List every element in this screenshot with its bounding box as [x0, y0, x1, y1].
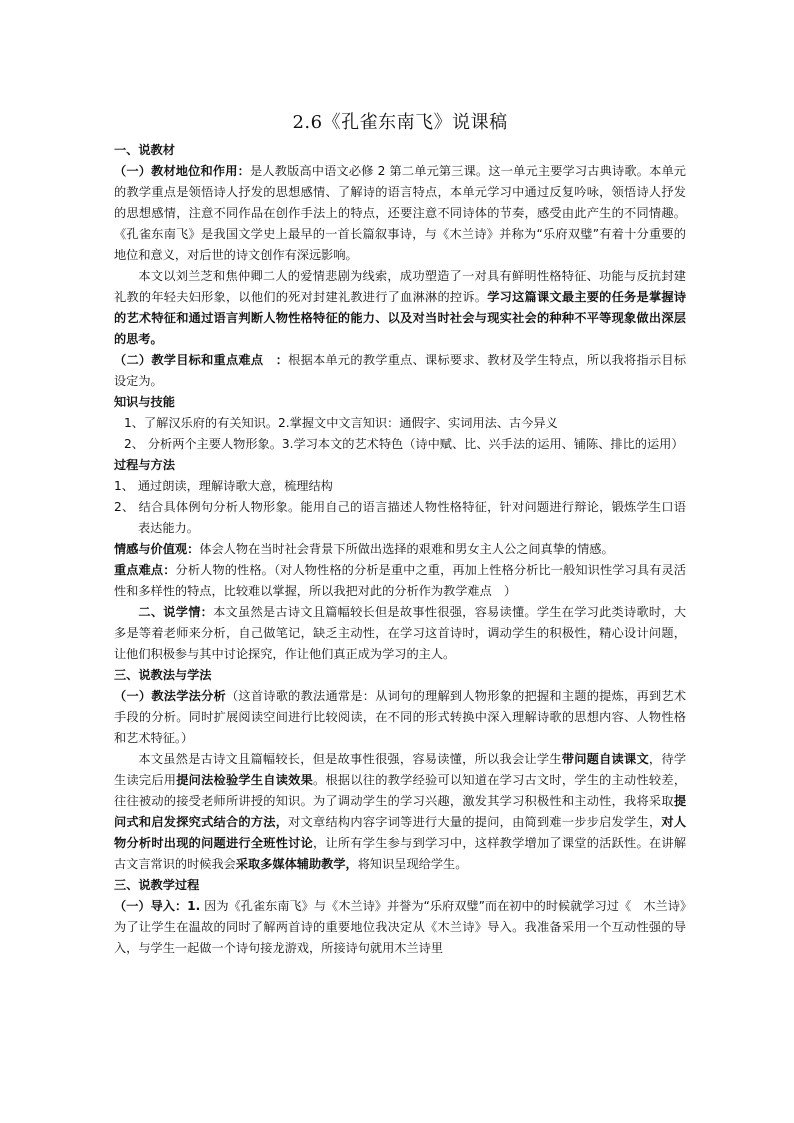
text-method-bold-1: 带问题自读课文 [561, 752, 649, 766]
heading-knowledge: 知识与技能 [114, 395, 175, 409]
list-item-process-1: 1、 通过朗读，理解诗歌大意，梳理结构 [114, 479, 333, 493]
paragraph-status [114, 161, 686, 266]
text-emotion: 体会人物在当时社会背景下所做出选择的艰难和男女主人公之间真挚的情感。 [199, 542, 614, 556]
paragraph-student-situation [114, 602, 686, 665]
label-key-difficulty: 重点难点： [114, 563, 176, 577]
label-status: （一）教材地位和作用： [114, 164, 250, 178]
text-story: 本文以刘兰芝和焦仲卿二人的爱情悲剧为线索，成功塑造了一对具有鲜明性格特征、功能与反抗封建礼教的年轻夫妇形象，以他们的死对封建礼教进行了血淋淋的控诉。 [114, 269, 686, 304]
paragraph-method-detail [114, 749, 686, 875]
text-method-c: ，待学生读完后用 [114, 752, 687, 787]
text-method-bold-3: 提问式和启发探究式结合的方法， [114, 794, 686, 829]
list-item-knowledge-1: 1、了解汉乐府的有关知识。2.掌握文中文言知识：通假字、实词用法、古今异义 [124, 416, 558, 430]
text-intro: 因为《孔雀东南飞》与《木兰诗》并誉为“乐府双璧”而在初中的时候就学习过《 木兰诗》为了让学生在温故的同时了解两首诗的重要地位我决定从《木兰诗》导入。我准备采用一个互动性强的导入，与学生一起做一个诗句接龙游戏，所接诗句就用木兰诗里 [114, 899, 686, 955]
label-emotion: 情感与价值观： [114, 542, 200, 556]
text-method-bold-2: 提问法检验学生自读效果 [176, 773, 314, 787]
label-method-analysis: （一）教法学法分析 [114, 689, 226, 703]
paragraph-goals [114, 350, 686, 392]
paragraph-method-analysis [114, 686, 686, 749]
paragraph-emotion [114, 539, 686, 560]
text-status: 是人教版高中语文必修 2 第二单元第三课。这一单元主要学习古典诗歌。本单元的教学重点是领悟诗人抒发的思想感情、了解诗的语言特点，本单元学习中通过反复吟咏，领悟诗人抒发的思想感情，注意不同作品在创作手法上的特点，还要注意不同诗体的节奏，感受由此产生的不同情趣。《孔雀东南飞》是我国文学史上最早的一首长篇叙事诗，与《木兰诗》并称为“乐府双璧”有着十分重要的地位和意义，对后世的诗文创作有深远影响。 [114, 164, 686, 262]
label-intro: （一）导入：1. [114, 899, 201, 913]
label-student-situation: 二、说学情： [138, 605, 214, 619]
paragraph-key-difficulty [114, 560, 686, 602]
text-key-difficulty: 分析人物的性格。（对人物性格的分析是重中之重，再加上性格分析比一般知识性学习具有灵活性和多样性的特点，比较难以掌握，所以我把对此的分析作为教学难点 ） [114, 563, 686, 598]
label-goals: （二）教学目标和重点难点 ： [114, 353, 289, 367]
section-heading-process: 三、说教学过程 [114, 878, 200, 892]
section-heading-methods: 三、说教法与学法 [114, 668, 212, 682]
text-method-a: 本文虽然是古诗文且篇幅较长，但是故事性很强，容易读懂，所以我会让学生 [138, 752, 562, 766]
document-page [114, 108, 686, 959]
text-method-analysis: （这首诗歌的教法通常是：从词句的理解到人物形象的把握和主题的提炼，再到艺术手段的分析。同时扩展阅读空间进行比较阅读，在不同的形式转换中深入理解诗歌的思想内容、人物性格和艺术特征。） [114, 689, 687, 745]
paragraph-intro [114, 896, 686, 959]
text-method-d: 。根据以往的教学经验可以知道在学习古文时，学生的主动性较差，往往被动的接受老师所讲授的知识。为了调动学生的学习兴趣，激发其学习积极性和主动性，我将采取 [114, 773, 687, 808]
text-method-g: 将知识呈现给学生。 [357, 857, 468, 871]
text-goals: 根据本单元的教学重点、课标要求、教材及学生特点，所以我将指示目标设定为。 [114, 353, 687, 388]
text-method-bold-4: 对人物分析时出现的问题进行全班性讨论 [114, 815, 687, 850]
text-method-e: 对文章结构内容字词等进行大量的提问，由简到难一步步启发学生， [288, 815, 662, 829]
paragraph-story [114, 266, 686, 350]
text-story-bold: 学习这篇课文最主要的任务是掌握诗的艺术特征和通过语言判断人物性格特征的能力、以及对当时社会与现实社会的种种不平等现象做出深层的思考。 [114, 290, 687, 346]
section-heading-textbook: 一、说教材 [114, 143, 175, 157]
text-method-bold-5: 采取多媒体辅助教学， [235, 857, 358, 871]
text-student-situation: 本文虽然是古诗文且篇幅较长但是故事性很强，容易读懂。学生在学习此类诗歌时，大多是等着老师来分析，自己做笔记，缺乏主动性，在学习这首诗时，调动学生的积极性，精心设计问题，让他们积极参与其中讨论探究，作让他们真正成为学习的主人。 [114, 605, 687, 661]
list-item-process-2: 2、 结合具体例句分析人物形象。能用自己的语言描述人物性格特征，针对问题进行辩论，锻炼学生口语表达能力。 [114, 500, 686, 535]
text-method-f: ，让所有学生参与到学习中，这样教学增加了课堂的活跃性。在讲解古文言常识的时候我会 [114, 836, 687, 871]
list-item-knowledge-2: 2、 分析两个主要人物形象。3.学习本文的艺术特色（诗中赋、比、兴手法的运用、铺陈、排比的运用） [124, 437, 684, 451]
page-title: 2.6《孔雀东南飞》说课稿 [292, 112, 508, 133]
heading-process: 过程与方法 [114, 458, 175, 472]
